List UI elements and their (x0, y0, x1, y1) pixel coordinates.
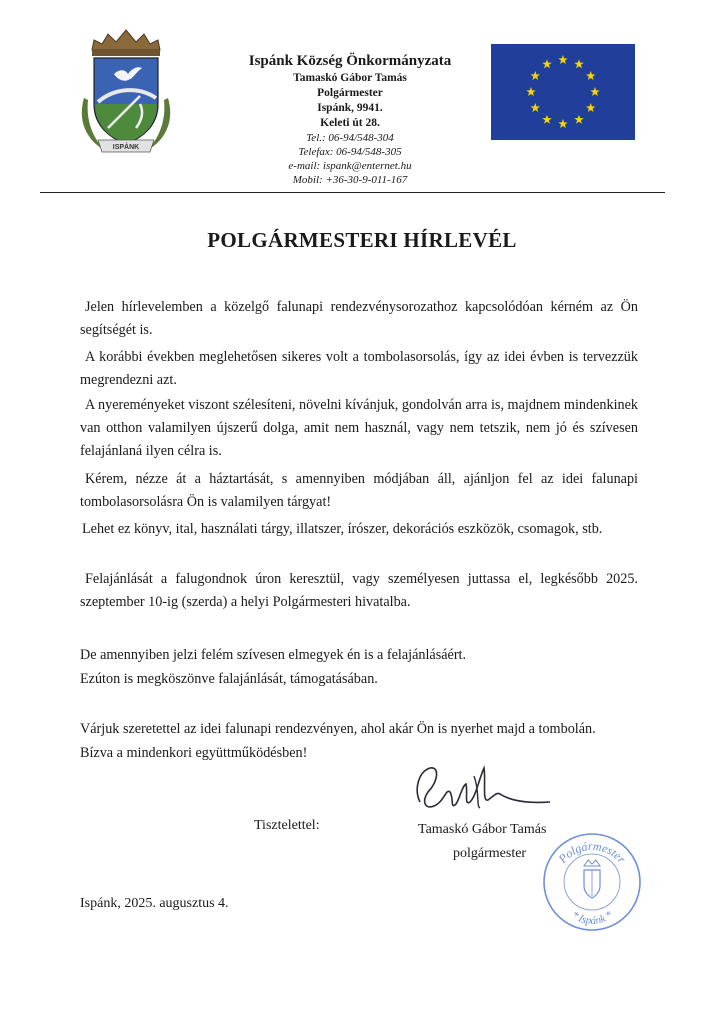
coat-of-arms-logo (78, 28, 174, 158)
paragraph-prizes: A nyereményeket viszont szélesíteni, növelni kívánjuk, gondolván arra is, majdnem mindenkinek van otthon valamilyen újszerű dolga, amit nem használ, vagy nem tetszik, nem jó és szívesen felajánlaná ilyen célra is. (80, 397, 638, 459)
header-divider (40, 192, 665, 193)
handwritten-signature (410, 762, 560, 822)
paragraph-thanks: Ezúton is megköszönve falajánlását, támogatásában. (80, 671, 378, 687)
crest-banner-text: ISPÁNK (112, 144, 140, 151)
signer-role: polgármester (453, 846, 527, 861)
telefax: Telefax: 06-94/548-305 (298, 146, 402, 158)
mayor-name: Tamaskó Gábor Tamás (293, 72, 407, 84)
stamp-bottom-text: * Ispánk * (569, 908, 615, 928)
letter-date: Ispánk, 2025. augusztus 4. (80, 896, 229, 911)
closing-regards: Tisztelettel: (254, 818, 320, 833)
signer-name: Tamaskó Gábor Tamás (418, 822, 547, 837)
paragraph-invitation: Várjuk szeretettel az idei falunapi rendezvényen, ahol akár Ön is nyerhet majd a tombolán. (80, 721, 596, 737)
email: e-mail: ispank@enternet.hu (288, 160, 412, 172)
eu-flag-icon (491, 44, 635, 140)
paragraph-history: A korábbi években meglehetősen sikeres volt a tombolasorsolás, így az idei évben is tervezzük megrendezni azt. (80, 349, 638, 388)
mayor-position: Polgármester (317, 87, 383, 99)
organization-name: Ispánk Község Önkormányzata (248, 53, 452, 69)
paragraph-pickup: De amennyiben jelzi felém szívesen elmegyek én is a felajánlásáért. (80, 647, 467, 663)
paragraph-cooperation: Bízva a mindenkori együttműködésben! (80, 745, 308, 761)
paragraph-examples: Lehet ez könyv, ital, használati tárgy, illatszer, írószer, dekorációs eszközök, csomagok, stb. (82, 521, 603, 537)
paragraph-request: Kérem, nézze át a háztartását, s amennyiben módjában áll, ajánljon fel az idei falunapi tombolasorsolásra Ön is valamilyen tárgyat! (80, 471, 638, 510)
svg-text:* Ispánk * (569, 909, 615, 927)
paragraph-intro: Jelen hírlevelemben a közelgő falunapi rendezvénysorozathoz kapcsolódóan kérném az Ön segítségét is. (80, 299, 638, 338)
letterhead (200, 52, 500, 187)
mobile: Mobil: +36-30-9-011-167 (292, 174, 408, 186)
newsletter-title: POLGÁRMESTERI HÍRLEVÉL (207, 228, 517, 252)
address-street: Keleti út 28. (320, 117, 380, 129)
paragraph-deadline: Felajánlását a falugondnok úron keresztül, vagy személyesen juttassa el, legkésőbb 2025. szeptember 10-ig (szerda) a helyi Polgármesteri hivatalba. (80, 571, 638, 610)
address-city: Ispánk, 9941. (317, 102, 383, 114)
stamp-top-text: Polgármester (555, 838, 629, 866)
official-stamp (540, 830, 644, 934)
phone: Tel.: 06-94/548-304 (306, 132, 394, 144)
svg-text:Polgármester (555, 839, 629, 867)
